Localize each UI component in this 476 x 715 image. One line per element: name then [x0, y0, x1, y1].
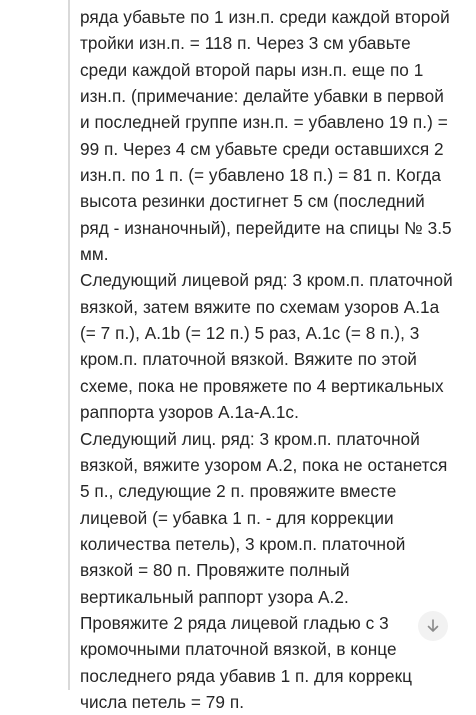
text-line: (= 7 п.), А.1b (= 12 п.) 5 раз, А.1с (= 8 п.), 3 — [80, 323, 420, 344]
left-border-rule — [68, 0, 70, 690]
text-line: схеме, пока не провяжете по 4 вертикальных — [80, 375, 444, 396]
text-line: лицевой (= убавка 1 п. - для коррекции — [80, 507, 394, 528]
text-line: ряда убавьте по 1 изн.п. среди каждой второй — [80, 7, 450, 27]
text-line: кром.п. платочной вязкой. Вяжите по этой — [80, 349, 417, 370]
text-line: последнего ряда убавив 1 п. для коррекц — [80, 665, 413, 686]
text-line: вязкой = 80 п. Провяжите полный — [80, 560, 350, 581]
text-line: раппорта узоров А.1а-А.1с. — [80, 402, 299, 423]
text-line: 99 п. Через 4 см убавьте среди оставшихся 2 — [80, 138, 444, 159]
text-line: вязкой, вяжите узором А.2, пока не останется — [80, 454, 448, 475]
text-line: вертикальный раппорт узора А.2. — [80, 586, 349, 607]
text-line: количества петель), 3 кром.п. платочной — [80, 533, 406, 554]
article-text — [80, 4, 460, 715]
text-line: мм. — [80, 244, 109, 265]
text-line: 5 п., следующие 2 п. провяжите вместе — [80, 481, 397, 502]
scroll-down-button[interactable] — [418, 611, 448, 641]
text-line: Следующий лиц. ряд: 3 кром.п. платочной — [80, 428, 420, 449]
text-line: числа петель = 79 п. — [80, 691, 245, 712]
text-line: тройки изн.п. = 118 п. Через 3 см убавьте — [80, 33, 411, 54]
text-line: и последней группе изн.п. = убавлено 19 п.) = — [80, 112, 448, 133]
text-line: изн.п. (примечание: делайте убавки в первой — [80, 86, 444, 107]
text-line: среди каждой второй пары изн.п. еще по 1 — [80, 59, 424, 80]
text-line: ряд - изнаночный), перейдите на спицы № 3.5 — [80, 217, 452, 238]
arrow-down-icon — [425, 618, 441, 634]
text-line: Следующий лицевой ряд: 3 кром.п. платочной — [80, 270, 453, 291]
text-line: изн.п. по 1 п. (= убавлено 18 п.) = 81 п. Когда — [80, 165, 441, 186]
text-line: кромочными платочной вязкой, в конце — [80, 639, 397, 660]
text-line: высота резинки достигнет 5 см (последний — [80, 191, 425, 212]
text-line: Провяжите 2 ряда лицевой гладью с 3 — [80, 612, 389, 633]
text-line: вязкой, затем вяжите по схемам узоров А.1а — [80, 296, 440, 317]
